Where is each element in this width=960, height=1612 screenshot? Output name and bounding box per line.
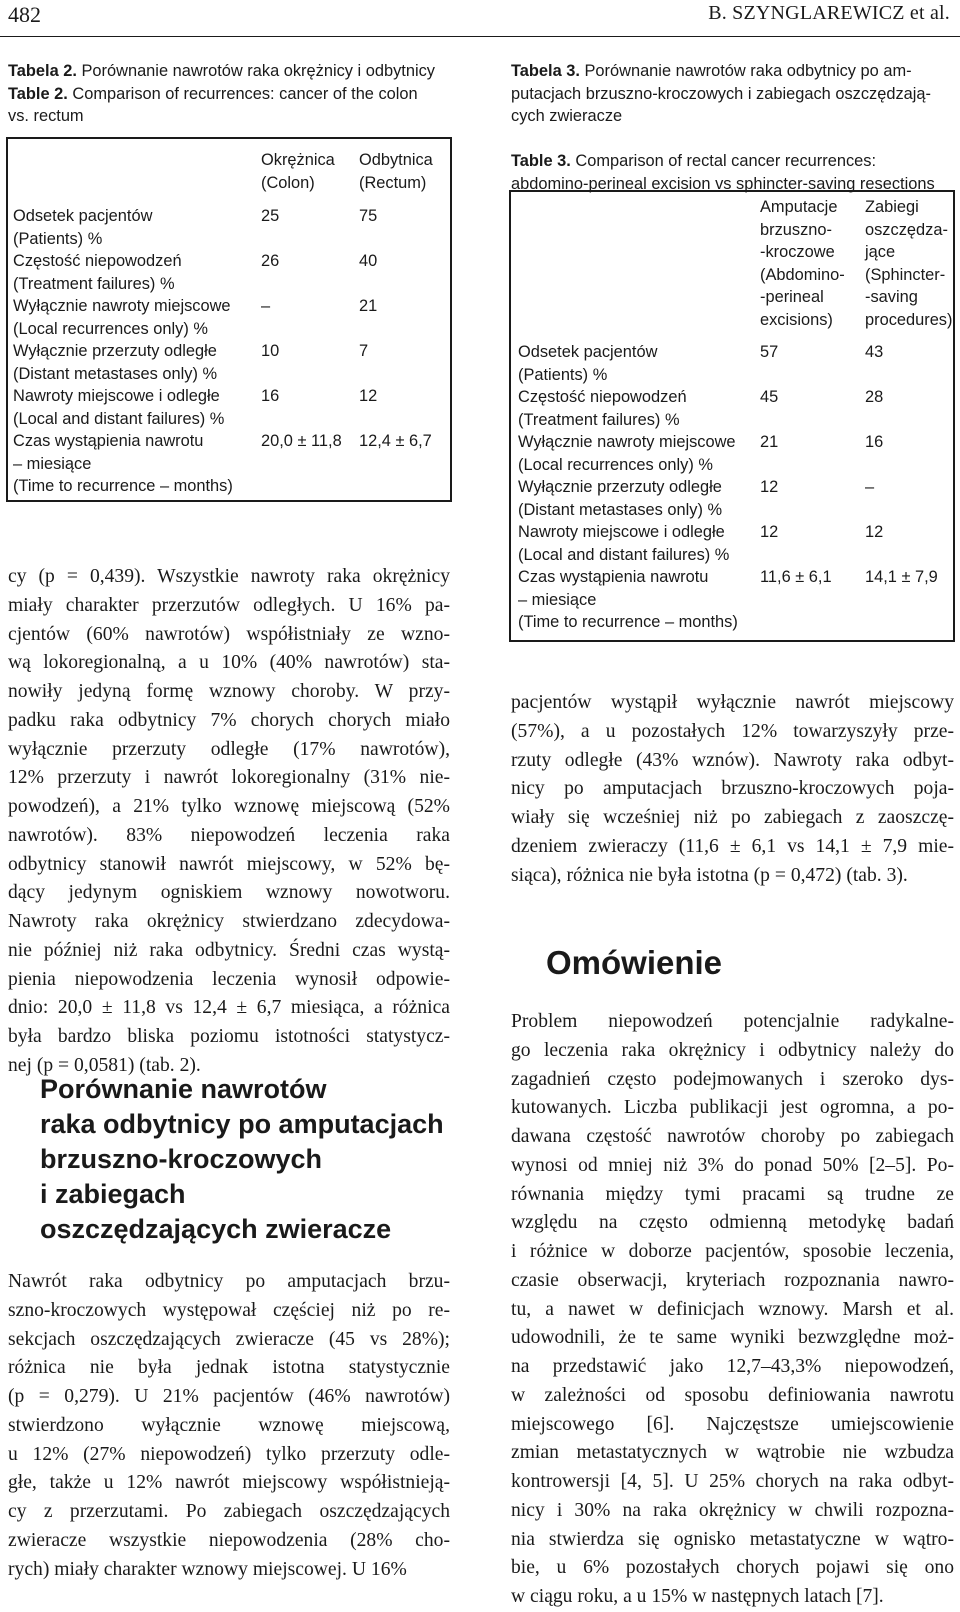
caption-label: Table 3. (511, 152, 571, 170)
table-cell: – (261, 297, 271, 315)
text-line: go leczenia raka okrężnicy i odbytnicy należy do (511, 1039, 954, 1061)
text-line: zmian metastatycznych w wątrobie nie wzbudza (511, 1442, 954, 1464)
page-number: 482 (8, 2, 41, 27)
text-line: sekcjach oszczędzających zwieracze (45 vs 28%); (8, 1328, 450, 1350)
table-cell: 10 (261, 342, 280, 360)
text-line: była bardzo bliska poziomu istotności statystycz- (8, 1026, 450, 1047)
text-line: rzuty odległe (43% wznów). Nawroty raka odbyt- (511, 749, 954, 771)
text-line: nej (p = 0,0581) (tab. 2). (8, 1054, 201, 1076)
text-line: kutowanych. Liczba publikacji jest ogromna, a po- (511, 1097, 954, 1119)
section-heading (40, 1072, 460, 1247)
left-paragraph-1 (8, 563, 450, 1081)
column-header: (Abdomino- (760, 265, 845, 284)
row-label: (Local recurrences only) % (13, 319, 208, 338)
row-label: (Patients) % (13, 229, 103, 248)
table-cell: 14,1 ± 7,9 (865, 568, 938, 586)
table-cell: 20,0 ± 11,8 (261, 432, 342, 450)
table-cell: 43 (865, 343, 884, 361)
row-label: (Distant metastases only) % (13, 364, 218, 383)
row-label: Częstość niepowodzeń (13, 252, 182, 270)
text-line: względu na często odmienną metodykę badań (511, 1212, 954, 1234)
caption-text: Porównanie nawrotów raka okrężnicy i odbytnicy (76, 62, 435, 80)
column-header: -perineal (760, 288, 824, 306)
text-line: czasie obserwacji, kryteriach rozpoznania nawro- (511, 1269, 954, 1291)
text-line: (57%), a u pozostałych 12% towarzyszyły prze- (511, 720, 954, 742)
text-line: nowiły jedyną formę wznowy choroby. W przy- (8, 681, 450, 702)
caption-line (511, 83, 956, 106)
row-label: (Local and distant failures) % (13, 409, 225, 428)
table2 (6, 137, 452, 502)
row-label: Wyłącznie przerzuty odległe (13, 342, 217, 360)
text-line: odbytnicy stanowił nawrót miejscowy, w 52% bę- (8, 853, 450, 875)
text-line: 12% przerzuty i nawrót lokoregionalny (31% nie- (8, 767, 450, 789)
text-line: tu, a nawet w definicjach wznowy. Marsh et al. (511, 1298, 954, 1320)
row-label: Nawroty miejscowe i odległe (518, 523, 725, 541)
text-line: wiały się wcześniej niż po zabiegach z zaoszczę- (511, 807, 954, 828)
table-cell: 12 (760, 478, 779, 496)
text-line: udowodnili, że te same wyniki bezwzględne moż- (511, 1327, 954, 1349)
row-label: (Local recurrences only) % (518, 455, 713, 474)
text-line: bie, u 6% pozostałych chorych pojawi się ono (511, 1557, 954, 1579)
text-line: pacjentów wystąpił wyłącznie nawrót miejscowy (511, 692, 954, 713)
column-header: Odbytnica (359, 151, 433, 169)
row-label: Wyłącznie nawroty miejscowe (13, 297, 231, 315)
text-line: wynosi od mniej niż 3% do ponad 50% [2–5]. Po- (511, 1154, 954, 1176)
text-line: kontrowersji [4, 5]. U 25% chorych na raka odbyt- (511, 1471, 954, 1492)
heading-line: raka odbytnicy po amputacjach (40, 1109, 444, 1139)
text-line: zagadnień często podejmowanych i szeroko dys- (511, 1068, 954, 1090)
text-line: dzeniem zwieraczy (11,6 ± 6,1 vs 14,1 ± 7,9 mie- (511, 835, 954, 857)
text-line: cy z przerzutami. Po zabiegach oszczędzających (8, 1501, 450, 1522)
column-header: oszczędza- (865, 220, 948, 239)
row-label: Wyłącznie przerzuty odległe (518, 478, 722, 496)
row-label: Częstość niepowodzeń (518, 388, 687, 406)
caption-text: Comparison of recurrences: cancer of the colon (67, 84, 418, 103)
text-line: nie później niż raka odbytnicy. Średni czas wystą- (8, 939, 450, 961)
text-line: dący jedynym ogniskiem wznowy nowotworu. (8, 882, 450, 904)
table-cell: 12 (359, 387, 378, 405)
table-cell: 57 (760, 343, 779, 361)
table-cell: 12 (760, 523, 779, 541)
heading-line: Porównanie nawrotów (40, 1074, 327, 1104)
text-line: głe, także u 12% nawrót miejscowy współistnieją- (8, 1472, 450, 1494)
text-line: dnio: 20,0 ± 11,8 vs 12,4 ± 6,7 miesiąca, a różnica (8, 997, 450, 1019)
table-cell: 12 (865, 523, 884, 541)
table-cell: 7 (359, 342, 369, 360)
text-line: i różnice w doborze pacjentów, sposobie leczenia, (511, 1241, 954, 1262)
text-line: miejscowego [6]. Najczęstsze umiejscowienie (511, 1413, 954, 1435)
text-line: dawana częstość nawrotów choroby po zabiegach (511, 1126, 954, 1147)
caption-text: Comparison of rectal cancer recurrences: (570, 152, 876, 170)
text-line: Nawrót raka odbytnicy po amputacjach brzu- (8, 1271, 450, 1292)
text-line: (p = 0,279). U 21% pacjentów (46% nawrotów) (8, 1386, 450, 1407)
row-label: Odsetek pacjentów (518, 343, 658, 361)
right-paragraph-1 (511, 689, 954, 890)
table3-caption (511, 60, 956, 195)
caption-line (511, 128, 956, 151)
text-line: powodzeń), a 21% tylko wznowę miejscową (52% (8, 796, 450, 817)
text-line: wyłącznie przerzuty odległe (17% nawrotów), (8, 738, 450, 760)
text-line: siąca), różnica nie była istotna (p = 0,472) (tab. 3). (511, 864, 908, 886)
table-cell: 16 (865, 433, 884, 451)
caption-line (8, 105, 448, 128)
caption-line (8, 83, 448, 106)
text-line: padku raka odbytnicy 7% chorych chorych miało (8, 709, 450, 731)
text-line: Problem niepowodzeń potencjalnie radykalne- (511, 1011, 954, 1032)
text-line: stwierdzono wyłącznie wznowę miejscową, (8, 1414, 450, 1436)
table-cell: 25 (261, 207, 280, 225)
caption-line (8, 60, 448, 83)
row-label: Wyłącznie nawroty miejscowe (518, 433, 736, 451)
table-cell: 45 (760, 388, 779, 406)
column-header: brzuszno- (760, 220, 832, 239)
text-line: nia stwierdza się ognisko metastatyczne w wątro- (511, 1528, 954, 1550)
heading-line: brzuszno-kroczowych (40, 1144, 323, 1174)
right-paragraph-2 (511, 1008, 954, 1612)
caption-text: cych zwieracze (511, 107, 623, 125)
column-header: excisions) (760, 310, 833, 329)
table-cell: 16 (261, 387, 280, 405)
column-header: (Colon) (261, 173, 315, 192)
column-header: -kroczowe (760, 243, 835, 261)
row-label: (Time to recurrence – months) (13, 477, 233, 495)
row-label: – miesiące (13, 454, 92, 473)
text-line: nicy po amputacjach brzuszno-kroczowych poja- (511, 778, 954, 800)
table-cell: 28 (865, 388, 884, 406)
caption-text: Porównanie nawrotów raka odbytnicy po am- (579, 62, 912, 80)
running-head: B. SZYNGLAREWICZ et al. (708, 2, 950, 24)
column-header: procedures) (865, 310, 953, 329)
row-label: Czas wystąpienia nawrotu (13, 432, 204, 450)
column-header: Okrężnica (261, 151, 335, 169)
caption-line (511, 150, 956, 173)
column-header: (Sphincter- (865, 265, 946, 284)
header-rule (0, 36, 960, 37)
text-line: równania między tymi pracami są trudne ze (511, 1183, 954, 1205)
column-header: jące (865, 243, 896, 261)
table-cell: 75 (359, 207, 378, 225)
table-cell: 12,4 ± 6,7 (359, 432, 432, 450)
caption-line (511, 60, 956, 83)
row-label: (Distant metastases only) % (518, 500, 723, 519)
text-line: Nawroty raka okrężnicy stwierdzano zdecydowa- (8, 911, 450, 932)
table3 (509, 190, 955, 642)
caption-text: vs. rectum (8, 107, 84, 125)
table-cell: 21 (359, 297, 378, 315)
row-label: Odsetek pacjentów (13, 207, 153, 225)
text-line: w zależności od sposobu definiowania nawrotu (511, 1384, 954, 1406)
text-line: zwieracze wszystkie niepowodzenia (28% cho- (8, 1529, 450, 1551)
column-header: Amputacje (760, 198, 838, 216)
row-label: (Treatment failures) % (518, 410, 680, 429)
text-line: nicy i 30% na raka okrężnicy w chwili rozpozna- (511, 1499, 954, 1521)
text-line: na przedstawić jako 12,7–43,3% niepowodzeń, (511, 1356, 954, 1377)
text-line: cjentów (60% nawrotów) współistniały ze wzno- (8, 623, 450, 645)
row-label: – miesiące (518, 590, 597, 609)
text-line: u 12% (27% niepowodzeń) tylko przerzuty odle- (8, 1443, 450, 1465)
table-cell: 11,6 ± 6,1 (760, 568, 832, 586)
table-cell: – (865, 478, 875, 496)
column-header: (Rectum) (359, 173, 427, 192)
row-label: (Local and distant failures) % (518, 545, 730, 564)
text-line: w ciągu roku, a u 15% w następnych latach [7]. (511, 1586, 884, 1607)
table-cell: 40 (359, 252, 378, 270)
heading-line: i zabiegach (40, 1179, 186, 1209)
caption-label: Tabela 2. (8, 62, 77, 80)
table-cell: 21 (760, 433, 779, 451)
heading-line: oszczędzających zwieracze (40, 1214, 392, 1244)
caption-label: Tabela 3. (511, 62, 580, 80)
table2-caption (8, 60, 448, 128)
text-line: nawrotów). 83% niepowodzeń leczenia raka (8, 824, 450, 846)
column-header: -saving (865, 288, 918, 306)
left-paragraph-2 (8, 1268, 450, 1584)
row-label: (Patients) % (518, 365, 608, 384)
row-label: (Treatment failures) % (13, 274, 175, 293)
caption-label: Table 2. (8, 84, 68, 103)
caption-text: abdomino-perineal excision vs sphincter-saving resections (511, 174, 935, 193)
caption-text: putacjach brzuszno-kroczowych i zabiegach oszczędzają- (511, 84, 931, 103)
text-line: rych) miały charakter wznowy miejscowej. U 16% (8, 1558, 407, 1580)
text-line: pienia niepowodzenia leczenia wynosił odpowie- (8, 968, 450, 990)
row-label: (Time to recurrence – months) (518, 613, 738, 631)
text-line: wą lokoregionalną, a u 10% (40% nawrotów) sta- (8, 652, 450, 674)
column-header: Zabiegi (865, 198, 919, 216)
text-line: miały charakter przerzutów odległych. U 16% pa- (8, 594, 450, 616)
row-label: Czas wystąpienia nawrotu (518, 568, 709, 586)
row-label: Nawroty miejscowe i odległe (13, 387, 220, 405)
table-cell: 26 (261, 252, 280, 270)
caption-line (511, 105, 956, 128)
text-line: szno-kroczowych występował częściej niż po re- (8, 1299, 450, 1321)
text-line: różnica nie była jednak istotna statystycznie (8, 1357, 450, 1379)
text-line: cy (p = 0,439). Wszystkie nawroty raka okrężnicy (8, 566, 450, 587)
discussion-heading: Omówienie (546, 944, 723, 981)
